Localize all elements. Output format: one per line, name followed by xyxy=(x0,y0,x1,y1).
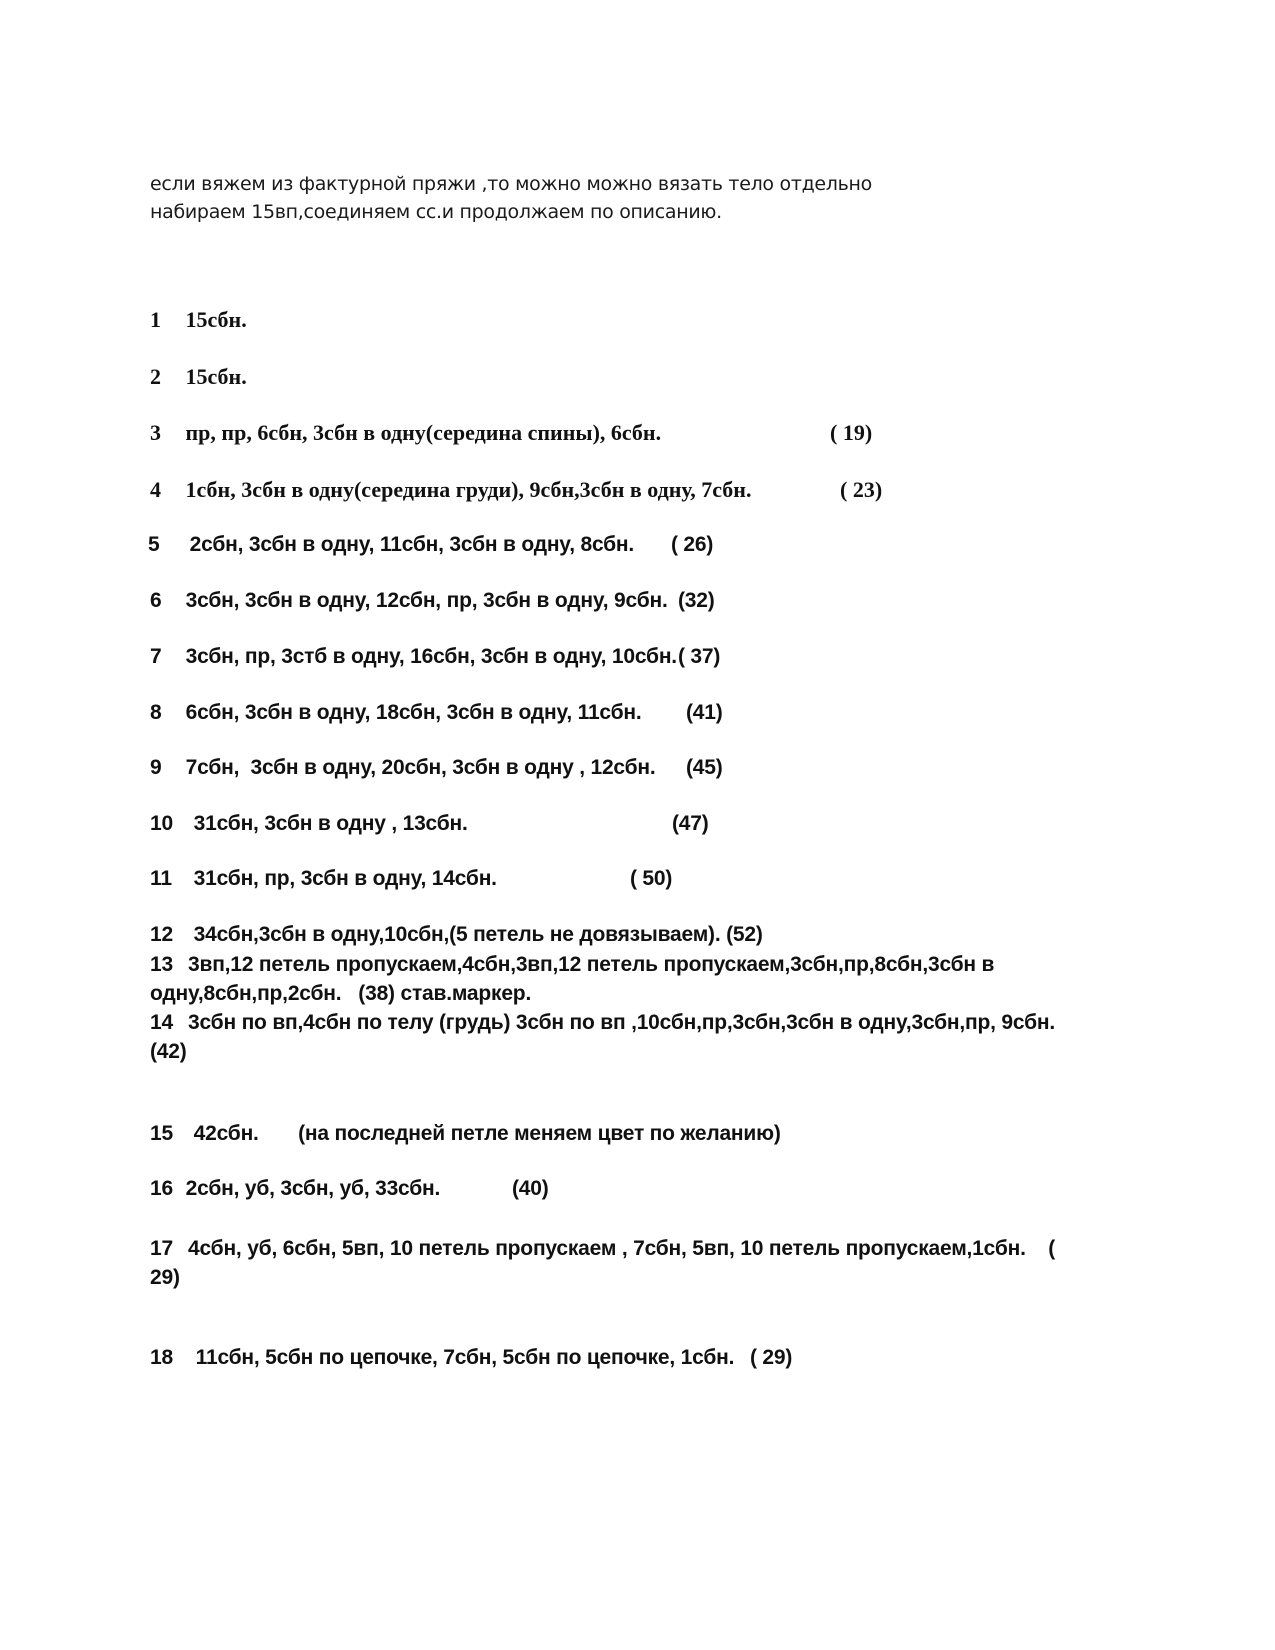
row-text: 1сбн, 3сбн в одну(середина груди), 9сбн,3сбн в одну, 7сбн. xyxy=(185,477,752,502)
row-11 xyxy=(150,867,673,891)
row-text: пр, пр, 6сбн, 3сбн в одну(середина спины), 6сбн. xyxy=(185,420,662,445)
row-number: 9 xyxy=(150,756,162,779)
row-17 xyxy=(150,1234,1075,1292)
row-number: 12 xyxy=(150,923,173,946)
row-stitch-count: ( 37) xyxy=(678,645,721,668)
row-stitch-count: (40) xyxy=(512,1177,549,1200)
row-number: 16 xyxy=(150,1177,173,1200)
row-stitch-count: ( 29) xyxy=(750,1346,793,1369)
row-stitch-count: (32) xyxy=(678,589,715,612)
row-10 xyxy=(150,812,709,836)
row-14 xyxy=(150,1008,1075,1066)
row-text: 3вп,12 петель пропускаем,4сбн,3вп,12 петель пропускаем,3сбн,пр,8сбн,3сбн в одну,8сбн,пр,2сбн. (38) став.маркер. xyxy=(150,953,1000,1005)
row-3 xyxy=(150,420,873,446)
row-number: 13 xyxy=(150,953,173,976)
row-text: 2сбн, уб, 3сбн, уб, 33сбн. xyxy=(185,1177,441,1200)
row-number: 15 xyxy=(150,1122,173,1145)
row-text: 2сбн, 3сбн в одну, 11сбн, 3сбн в одну, 8сбн. xyxy=(189,533,635,556)
row-text: 3сбн, пр, 3стб в одну, 16сбн, 3сбн в одну, 10сбн. xyxy=(185,645,677,668)
row-number: 14 xyxy=(150,1011,173,1034)
row-number: 4 xyxy=(150,477,161,502)
row-4 xyxy=(150,477,883,503)
row-stitch-count: ( 26) xyxy=(671,533,714,556)
row-text: 7сбн, 3сбн в одну, 20сбн, 3сбн в одну , 12сбн. xyxy=(185,756,656,779)
row-stitch-count: (45) xyxy=(686,756,723,779)
row-number: 3 xyxy=(150,420,161,445)
row-number: 2 xyxy=(150,364,161,389)
row-text: 31сбн, пр, 3сбн в одну, 14сбн. xyxy=(193,867,497,890)
row-number: 6 xyxy=(150,589,162,612)
row-number: 7 xyxy=(150,645,162,668)
row-text: 31сбн, 3сбн в одну , 13сбн. xyxy=(193,812,468,835)
row-number: 5 xyxy=(148,533,160,556)
row-8 xyxy=(150,701,723,725)
row-number: 11 xyxy=(150,867,172,890)
row-number: 17 xyxy=(150,1237,173,1260)
row-text: 3сбн по вп,4сбн по телу (грудь) 3сбн по вп ,10сбн,пр,3сбн,3сбн в одну,3сбн,пр, 9сбн. (42) xyxy=(150,1011,1056,1063)
row-5 xyxy=(148,533,714,557)
row-text: 6сбн, 3сбн в одну, 18сбн, 3сбн в одну, 11сбн. xyxy=(185,701,642,724)
row-16 xyxy=(150,1177,549,1201)
row-stitch-count: (47) xyxy=(672,812,709,835)
row-number: 8 xyxy=(150,701,162,724)
row-stitch-count: ( 23) xyxy=(840,477,883,502)
row-text: 15сбн. xyxy=(185,307,247,332)
row-text: 11сбн, 5сбн по цепочке, 7сбн, 5сбн по цепочке, 1сбн. xyxy=(195,1346,735,1369)
intro-line-2: набираем 15вп,соединяем сс.и продолжаем по описанию. xyxy=(150,201,722,223)
row-7 xyxy=(150,645,721,669)
row-number: 1 xyxy=(150,307,161,332)
row-text: 15сбн. xyxy=(185,364,247,389)
row-15 xyxy=(150,1122,781,1146)
row-2 xyxy=(150,364,247,390)
row-stitch-count: (41) xyxy=(686,701,723,724)
row-9 xyxy=(150,756,723,780)
row-12 xyxy=(150,923,763,947)
row-text: 34сбн,3сбн в одну,10сбн,(5 петель не довязываем). (52) xyxy=(193,923,763,946)
row-13 xyxy=(150,950,1080,1008)
intro-line-1: если вяжем из фактурной пряжи ,то можно можно вязать тело отдельно xyxy=(150,173,872,195)
row-stitch-count: ( 19) xyxy=(830,420,873,445)
row-6 xyxy=(150,589,715,613)
row-text: 4сбн, уб, 6сбн, 5вп, 10 петель пропускаем , 7сбн, 5вп, 10 петель пропускаем,1сбн. ( 29) xyxy=(150,1237,1061,1289)
row-1 xyxy=(150,307,247,333)
row-18 xyxy=(150,1346,793,1370)
row-text: 42сбн. (на последней петле меняем цвет по желанию) xyxy=(193,1122,781,1145)
row-text: 3сбн, 3сбн в одну, 12сбн, пр, 3сбн в одну, 9сбн. xyxy=(185,589,668,612)
row-stitch-count: ( 50) xyxy=(630,867,673,890)
row-number: 10 xyxy=(150,812,173,835)
row-number: 18 xyxy=(150,1346,173,1369)
